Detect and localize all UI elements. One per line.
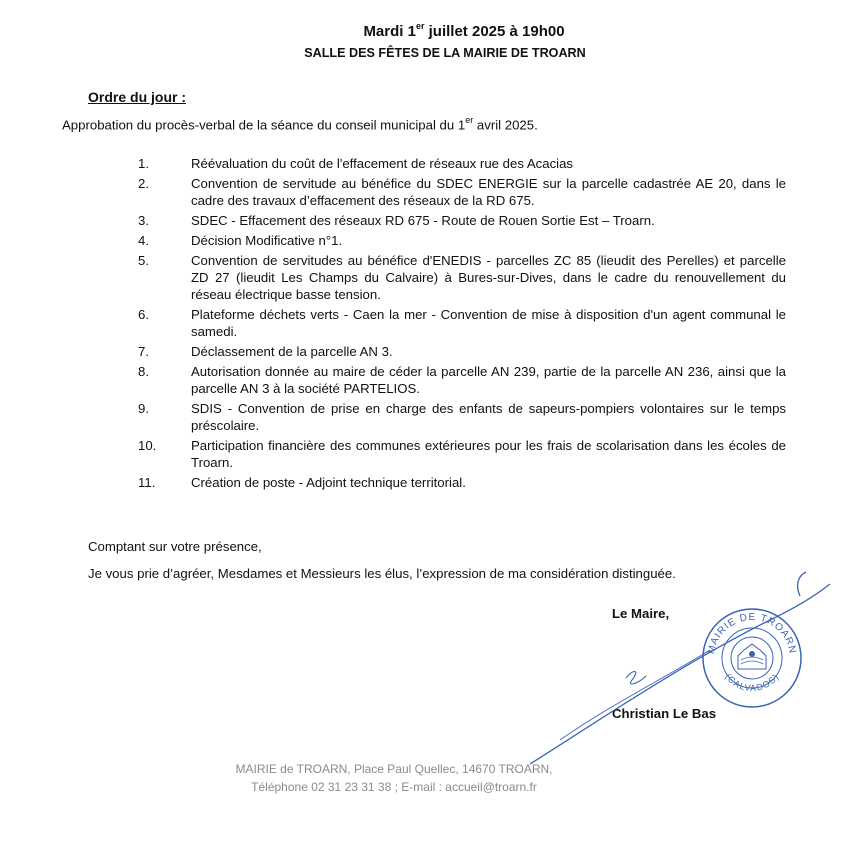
agenda-list xyxy=(138,155,786,494)
closing-presence: Comptant sur votre présence, xyxy=(88,539,262,554)
meeting-date: Mardi 1er juillet 2025 à 19h00 xyxy=(363,21,565,40)
agenda-heading: Ordre du jour : xyxy=(88,89,186,105)
svg-text:MAIRIE DE TROARN: MAIRIE DE TROARN xyxy=(706,611,798,656)
mairie-stamp xyxy=(700,606,804,710)
agenda-item: 10. Participation financière des communes extérieures pour les frais de scolarisation dans les écoles de Troarn. xyxy=(138,438,786,470)
agenda-item: 11. Création de poste - Adjoint technique territorial. xyxy=(138,475,466,490)
approval-line: Approbation du procès-verbal de la séance du conseil municipal du 1er avril 2025. xyxy=(62,115,538,133)
closing-salutation: Je vous prie d’agréer, Mesdames et Messieurs les élus, l’expression de ma considération distinguée. xyxy=(88,566,676,581)
agenda-item: 1. Réévaluation du coût de l'effacement de réseaux rue des Acacias xyxy=(138,156,574,171)
agenda-item: 8. Autorisation donnée au maire de céder la parcelle AN 239, partie de la parcelle AN 236, ainsi que la parcelle AN 3 à la société PARTELIOS. xyxy=(138,364,786,396)
agenda-item: 2. Convention de servitude au bénéfice du SDEC ENERGIE sur la parcelle cadastrée AE 20, dans le cadre des travaux d’effacement des réseaux de la RD 675. xyxy=(138,176,786,208)
meeting-venue: SALLE DES FÊTES DE LA MAIRIE DE TROARN xyxy=(304,46,586,60)
footer-contact: Téléphone 02 31 23 31 38 ; E-mail : accueil@troarn.fr xyxy=(251,780,537,794)
agenda-item: 5. Convention de servitudes au bénéfice d'ENEDIS - parcelles ZC 85 (lieudit des Perelles) et parcelle ZD 27 (lieudit Les Champs du Calvaire) à Bures-sur-Dives, dans le cadre du renouvellement du réseau électrique basse tension. xyxy=(138,253,786,302)
agenda-item: 7. Déclassement de la parcelle AN 3. xyxy=(138,344,393,359)
footer-address: MAIRIE de TROARN, Place Paul Quellec, 14670 TROARN, xyxy=(235,762,553,776)
agenda-item: 3. SDEC - Effacement des réseaux RD 675 - Route de Rouen Sortie Est – Troarn. xyxy=(138,213,655,228)
mayor-title: Le Maire, xyxy=(612,606,670,621)
svg-text:(CALVADOS): (CALVADOS) xyxy=(723,671,781,694)
agenda-item: 6. Plateforme déchets verts - Caen la mer - Convention de mise à disposition d'un agent communal le samedi. xyxy=(138,307,786,339)
mayor-name: Christian Le Bas xyxy=(612,706,717,721)
agenda-item: 4. Décision Modificative n°1. xyxy=(138,233,343,248)
agenda-item: 9. SDIS - Convention de prise en charge des enfants de sapeurs-pompiers volontaires sur le temps préscolaire. xyxy=(138,401,786,433)
